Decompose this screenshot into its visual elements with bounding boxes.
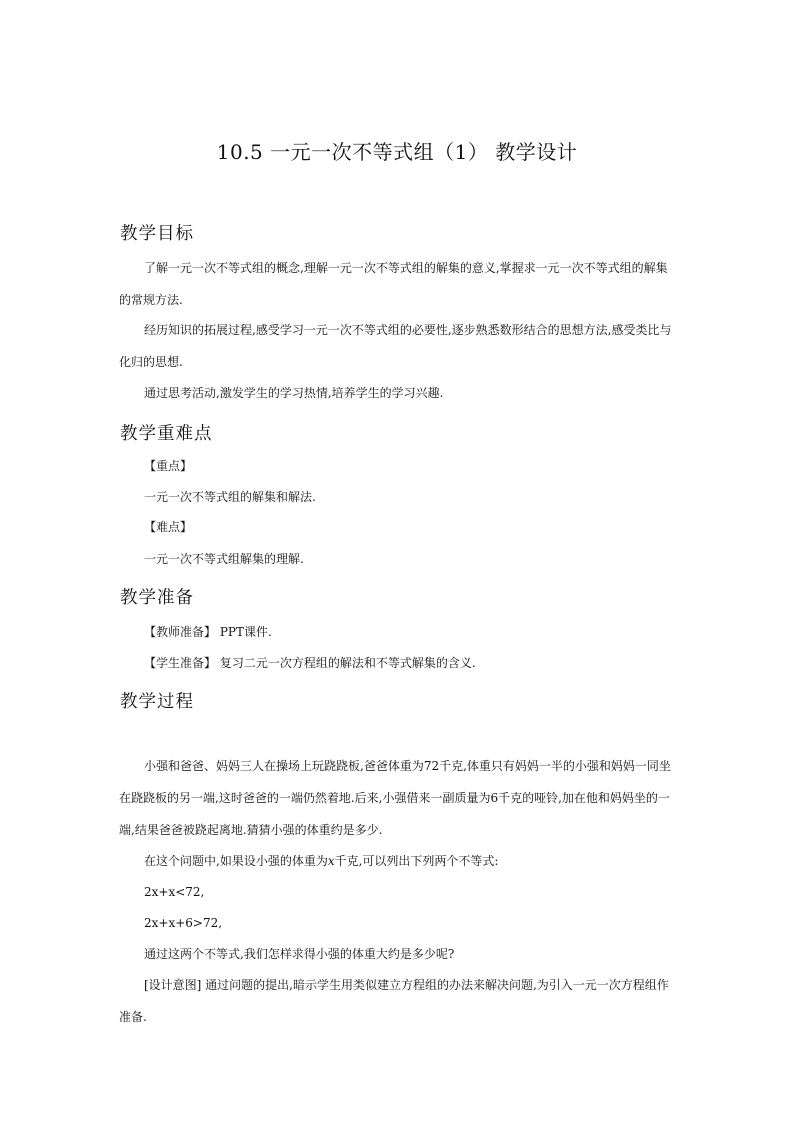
- heading-key-points: 教学重难点: [120, 424, 213, 444]
- process-paragraph-1-line-2: 在跷跷板的另一端,这时爸爸的一端仍然着地.后来,小强借来一副质量为6千克的哑铃,加在他和妈妈坐的一: [119, 791, 670, 805]
- difficulty-label: 【难点】: [144, 520, 193, 534]
- design-intent-line-1: [设计意图] 通过问题的提出,暗示学生用类似建立方程组的办法来解决问题,为引入一元一次方程组作: [144, 978, 669, 992]
- design-intent-line-2: 准备.: [119, 1010, 147, 1024]
- variable-x: x: [327, 854, 335, 868]
- student-preparation: 【学生准备】 复习二元一次方程组的解法和不等式解集的含义.: [144, 656, 476, 670]
- process-paragraph-2: [144, 853, 498, 869]
- process-paragraph-1-line-1: 小强和爸爸、妈妈三人在操场上玩跷跷板,爸爸体重为72千克,体重只有妈妈一半的小强和妈妈一同坐: [144, 759, 671, 773]
- objectives-paragraph-2-line-1: 经历知识的拓展过程,感受学习一元一次不等式组的必要性,逐步熟悉数形结合的思想方法,感受类比与: [144, 323, 672, 337]
- process-paragraph-1-line-3: 端,结果爸爸被跷起离地.猜猜小强的体重约是多少.: [119, 823, 383, 837]
- objectives-paragraph-1-line-1: 了解一元一次不等式组的概念,理解一元一次不等式组的解集的意义,掌握求一元一次不等式组的解集: [144, 261, 668, 275]
- heading-objectives: 教学目标: [120, 224, 194, 244]
- heading-process: 教学过程: [120, 692, 194, 712]
- difficulty-text: 一元一次不等式组解集的理解.: [144, 552, 304, 566]
- process-paragraph-2-post: 千克,可以列出下列两个不等式:: [334, 854, 499, 868]
- process-paragraph-2-pre: 在这个问题中,如果设小强的体重为: [144, 854, 328, 868]
- inequality-1: 2x+x<72,: [144, 885, 205, 899]
- teacher-preparation: 【教师准备】 PPT课件.: [144, 625, 272, 639]
- focus-text: 一元一次不等式组的解集和解法.: [144, 490, 316, 504]
- objectives-paragraph-2-line-2: 化归的思想.: [119, 355, 183, 369]
- page-title: 10.5 一元一次不等式组（1） 教学设计: [216, 140, 578, 164]
- focus-label: 【重点】: [144, 459, 193, 473]
- objectives-paragraph-1-line-2: 的常规方法.: [119, 293, 183, 307]
- objectives-paragraph-3: 通过思考活动,激发学生的学习热情,培养学生的学习兴趣.: [144, 386, 444, 400]
- heading-preparation: 教学准备: [120, 588, 194, 608]
- inequality-2: 2x+x+6>72,: [144, 916, 223, 930]
- process-paragraph-3: 通过这两个不等式,我们怎样求得小强的体重大约是多少呢?: [144, 947, 455, 961]
